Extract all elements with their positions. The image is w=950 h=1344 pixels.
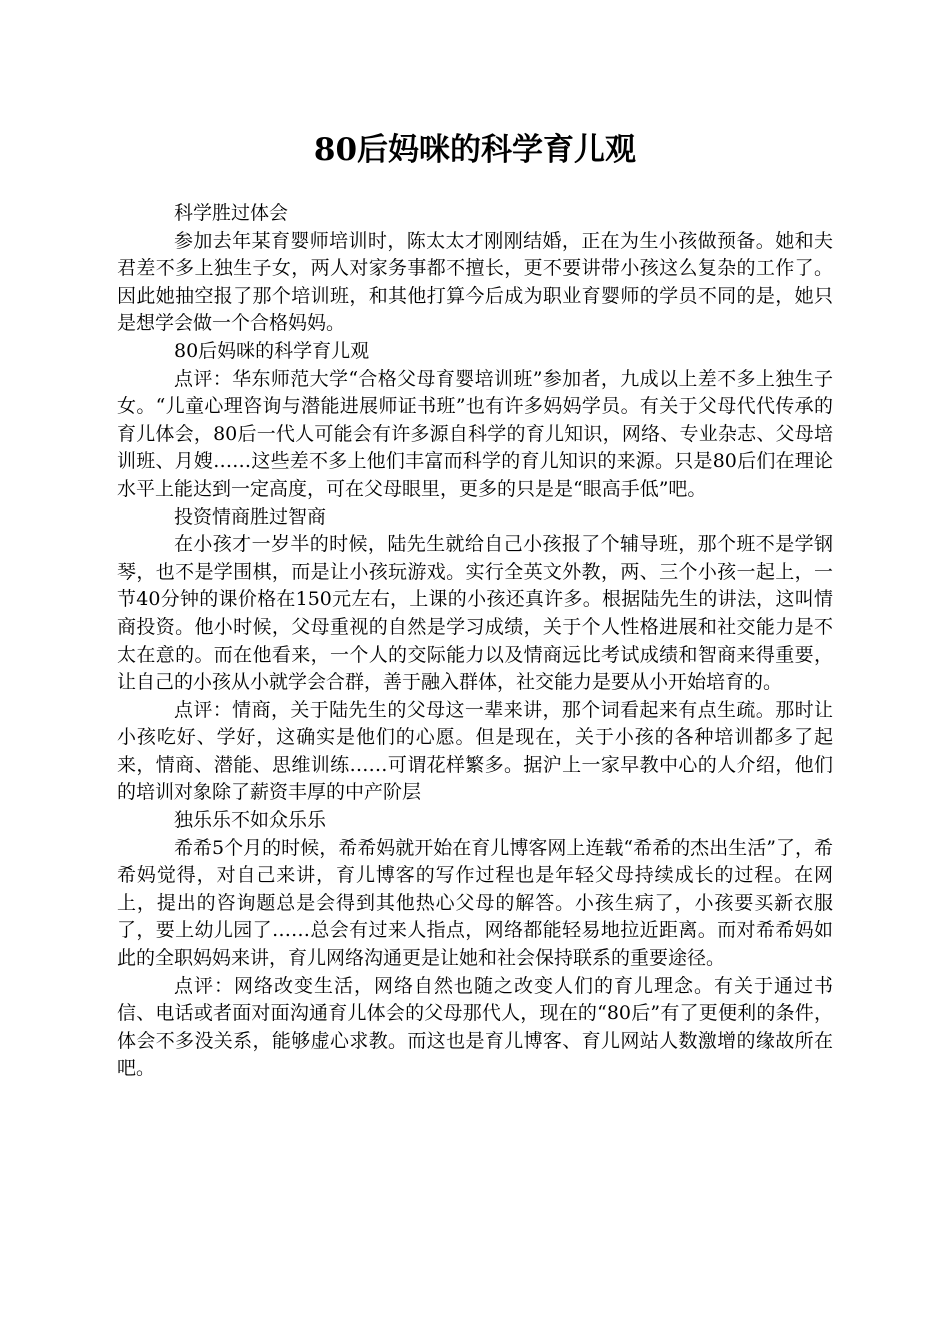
section-heading: 科学胜过体会 [174, 202, 289, 224]
commentary-paragraph: 点评：华东师范大学“合格父母育婴培训班”参加者，九成以上差不多上独生子女。“儿童心理咨询与潜能进展师证书班”也有许多妈妈学员。有关于父母代代传承的育儿体会，80后一代人可能会有许多源自科学的育儿知识，网络、专业杂志、父母培训班、月嫂……这些差不多上他们丰富而科学的育儿知识的来源。只是80后们在理论水平上能达到一定高度，可在父母眼里，更多的只是是“眼高手低”吧。 [117, 367, 833, 500]
document-page [117, 130, 833, 1083]
body-paragraph: 希希5个月的时候，希希妈就开始在育儿博客网上连载“希希的杰出生活”了，希希妈觉得，对自己来讲，育儿博客的写作过程也是年轻父母持续成长的过程。在网上，提出的咨询题总是会得到其他热心父母的解答。小孩生病了，小孩要买新衣服了，要上幼儿园了……总会有过来人指点，网络都能轻易地拉近距离。而对希希妈如此的全职妈妈来讲，育儿网络沟通更是让她和社会保持联系的重要途径。 [117, 836, 833, 970]
section-heading: 80后妈咪的科学育儿观 [174, 339, 370, 362]
section-heading: 投资情商胜过智商 [174, 505, 327, 528]
document-title: 80后妈咪的科学育儿观 [313, 132, 637, 168]
body-paragraph: 在小孩才一岁半的时候，陆先生就给自己小孩报了个辅导班，那个班不是学钢琴，也不是学围棋，而是让小孩玩游戏。实行全英文外教，两、三个小孩一起上，一节40分钟的课价格在150元左右，上课的小孩还真许多。根据陆先生的讲法，这叫情商投资。他小时候，父母重视的自然是学习成绩，关于个人性格进展和社交能力是不太在意的。而在他看来，一个人的交际能力以及情商远比考试成绩和智商来得重要，让自己的小孩从小就学会合群，善于融入群体，社交能力是要从小开始培育的。 [117, 533, 833, 694]
body-paragraph: 参加去年某育婴师培训时，陈太太才刚刚结婚，正在为生小孩做预备。她和夫君差不多上独生子女，两人对家务事都不擅长，更不要讲带小孩这么复杂的工作了。因此她抽空报了那个培训班，和其他打算今后成为职业育婴师的学员不同的是，她只是想学会做一个合格妈妈。 [117, 229, 833, 335]
commentary-paragraph: 点评：网络改变生活，网络自然也随之改变人们的育儿理念。有关于通过书信、电话或者面对面沟通育儿体会的父母那代人，现在的“80后”有了更便利的条件，体会不多没关系，能够虚心求教。而这也是育儿博客、育儿网站人数激增的缘故所在吧。 [117, 974, 833, 1080]
section-heading: 独乐乐不如众乐乐 [174, 809, 327, 832]
commentary-paragraph: 点评：情商，关于陆先生的父母这一辈来讲，那个词看起来有点生疏。那时让小孩吃好、学好，这确实是他们的心愿。但是现在，关于小孩的各种培训都多了起来，情商、潜能、思维训练……可谓花样繁多。据沪上一家早教中心的人介绍，他们的培训对象除了薪资丰厚的中产阶层 [117, 698, 833, 804]
